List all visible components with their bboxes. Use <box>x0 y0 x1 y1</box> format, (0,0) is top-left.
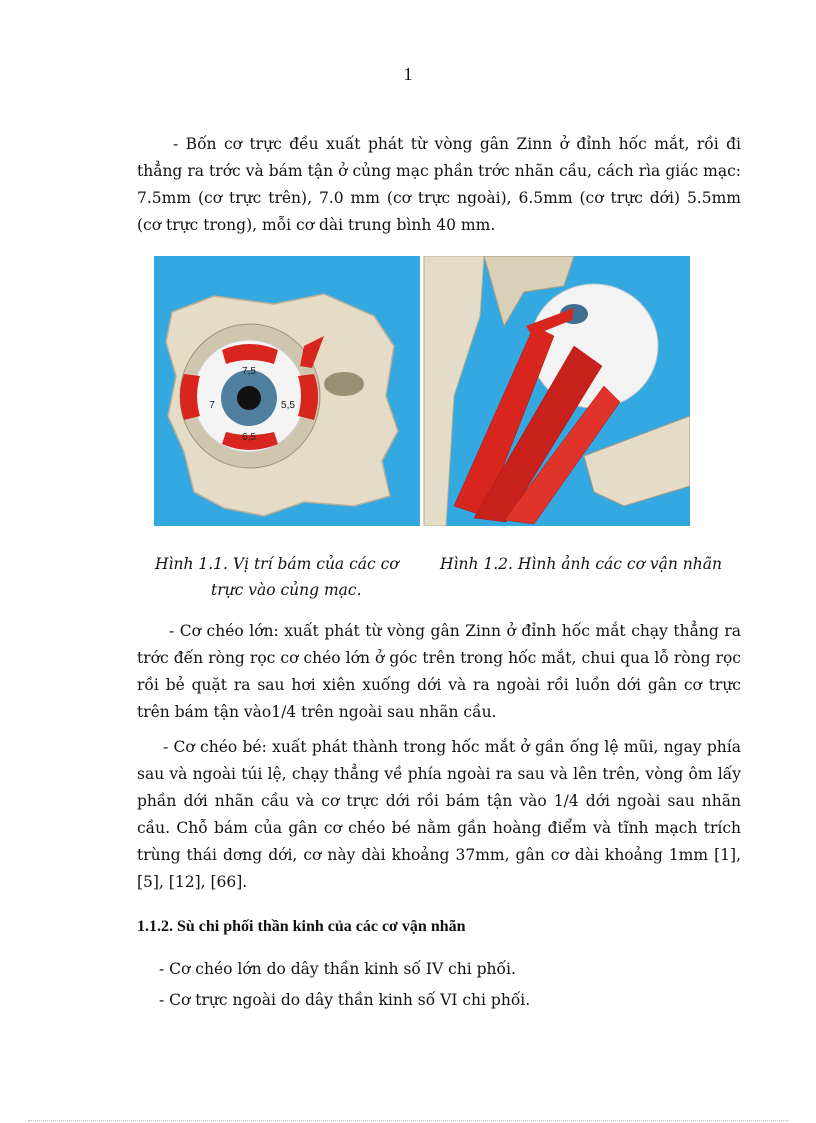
orbit-foramen <box>324 372 364 396</box>
eye-muscle-illustration <box>154 256 690 526</box>
bullet-item: - Cơ chéo lớn do dây thần kinh số IV chi phối. <box>159 960 516 978</box>
paragraph-inferior-oblique: - Cơ chéo bé: xuất phát thành trong hốc mắt ở gần ống lệ mũi, ngay phía sau và ngoài túi lệ, chạy thẳng về phía ngoài ra sau và lên trên, vòng ôm lấy phần dới nhãn cầu và cơ trực dới rồi bám tận vào 1/4 dới ngoài sau nhãn cầu. Chỗ bám của gân cơ chéo bé nằm gần hoàng điểm và tĩnh mạch trích trùng thái dơng dới, cơ này dài khoảng 37mm, gân cơ dài khoảng 1mm [1], [5], [12], [66]. <box>137 738 741 891</box>
paragraph-rectus-muscles: - Bốn cơ trực đều xuất phát từ vòng gân Zinn ở đỉnh hốc mắt, rồi đi thẳng ra trớc và bám tận ở củng mạc phần trớc nhãn cầu, cách rìa giác mạc: 7.5mm (cơ trực trên), 7.0 mm (cơ trực ngoài), 6.5mm (cơ trực dới) 5.5mm (cơ trực trong), mỗi cơ dài trung bình 40 mm. <box>137 135 741 234</box>
medial-rectus-muscle <box>180 374 200 420</box>
section-heading: 1.1.2. Sù chi phối thần kinh của các cơ vận nhãn <box>137 918 466 935</box>
lateral-rectus-muscle <box>298 374 318 420</box>
label-lateral-distance: 5,5 <box>281 400 295 411</box>
figure-1-caption <box>155 551 415 603</box>
figure-1-caption-line2: trực vào củng mạc. <box>211 581 362 599</box>
bullet-item: - Cơ trực ngoài do dây thần kinh số VI chi phối. <box>159 991 531 1009</box>
label-medial-distance: 7 <box>209 400 215 411</box>
page-bottom-divider <box>28 1120 788 1121</box>
paragraph-superior-oblique: - Cơ chéo lớn: xuất phát từ vòng gân Zinn ở đỉnh hốc mắt chạy thẳng ra trớc đến ròng rọc cơ chéo lớn ở góc trên trong hốc mắt, chui qua lỗ ròng rọc rồi bẻ quặt ra sau hơi xiên xuống dới và ra ngoài rồi luồn dới gân cơ trực trên bám tận vào1/4 trên ngoài sau nhãn cầu. <box>137 622 741 721</box>
figure-1-caption-line1: Hình 1.1. Vị trí bám của các cơ <box>155 555 399 573</box>
label-superior-distance: 7,5 <box>242 366 256 377</box>
label-inferior-distance: 6,5 <box>242 432 256 443</box>
eye-muscle-figure <box>154 256 690 526</box>
page-number: 1 <box>403 64 413 84</box>
figure-2-caption: Hình 1.2. Hình ảnh các cơ vận nhãn <box>440 555 722 573</box>
pupil <box>237 386 261 410</box>
